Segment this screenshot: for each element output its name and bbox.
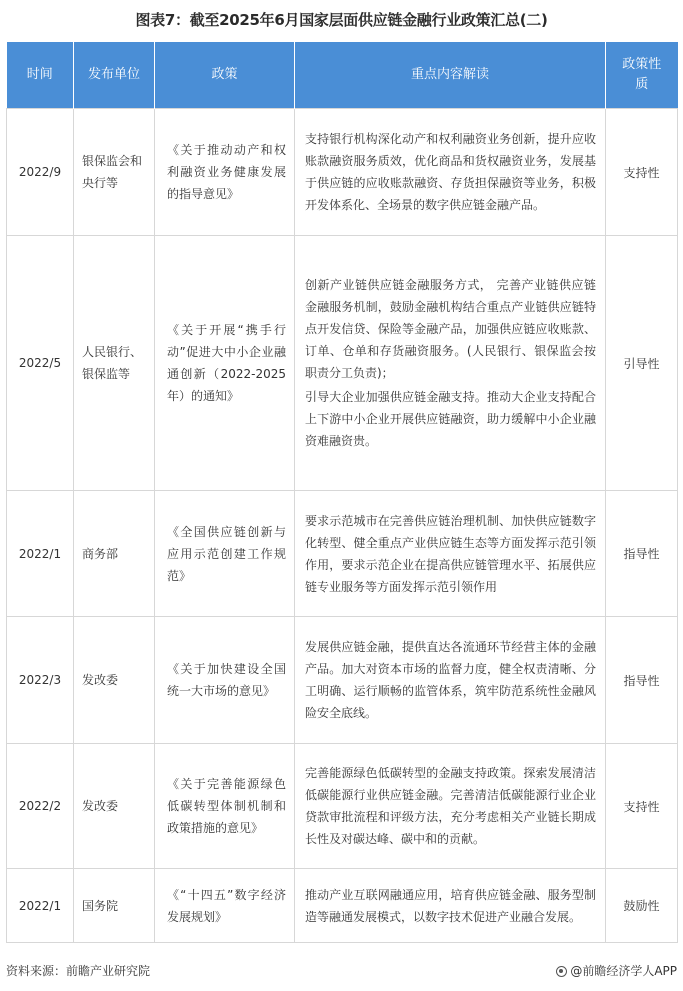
row-content [295, 491, 606, 617]
content-paragraph: 引导大企业加强供应链金融支持。推动大企业支持配合上下游中小企业开展供应链融资，助力缓解中小企业融资难融资贵。 [305, 390, 596, 448]
row-issuer: 银保监会和央行等 [74, 109, 155, 236]
row-date: 2022/5 [7, 236, 74, 491]
source-note: 资料来源：前瞻产业研究院 [6, 964, 151, 978]
brand-credit [556, 962, 677, 980]
content-paragraph: 推动产业互联网融通应用，培育供应链金融、服务型制造等融通发展模式，以数字技术促进产业融合发展。 [305, 887, 596, 924]
row-issuer: 发改委 [74, 617, 155, 744]
content-paragraph: 创新产业链供应链金融服务方式， 完善产业链供应链金融服务机制，鼓励金融机构结合重点产业链供应链特点开发信贷、保险等金融产品，加强供应链应收账款、订单、仓单和存货融资服务。(人民银行、银保监会按职责分工负责)； [305, 278, 596, 380]
row-nature: 鼓励性 [606, 869, 678, 943]
header-policy: 政策 [155, 42, 295, 109]
row-policy: 《全国供应链创新与应用示范创建工作规范》 [155, 491, 295, 617]
row-content [295, 744, 606, 869]
row-date: 2022/3 [7, 617, 74, 744]
row-content [295, 236, 606, 491]
header-date: 时间 [7, 42, 74, 109]
content-paragraph: 发展供应链金融，提供直达各流通环节经营主体的金融产品。加大对资本市场的监督力度，健全权责清晰、分工明确、运行顺畅的监管体系，筑牢防范系统性金融风险安全底线。 [305, 640, 596, 720]
row-nature: 支持性 [606, 109, 678, 236]
row-policy: 《关于开展“携手行动”促进大中小企业融通创新（2022-2025年）的通知》 [155, 236, 295, 491]
table-row [7, 491, 678, 617]
row-content [295, 869, 606, 943]
header-content: 重点内容解读 [295, 42, 606, 109]
row-policy: 《关于加快建设全国统一大市场的意见》 [155, 617, 295, 744]
row-nature: 指导性 [606, 491, 678, 617]
content-paragraph: 完善能源绿色低碳转型的金融支持政策。探索发展清洁低碳能源行业供应链金融。完善清洁低碳能源行业企业贷款审批流程和评级方法，充分考虑相关产业链长期成长性及对碳达峰、碳中和的贡献。 [305, 766, 596, 846]
table-row [7, 109, 678, 236]
page-title: 图表7：截至2025年6月国家层面供应链金融行业政策汇总(二) [135, 11, 548, 29]
row-nature: 引导性 [606, 236, 678, 491]
row-issuer: 人民银行、银保监等 [74, 236, 155, 491]
row-issuer: 国务院 [74, 869, 155, 943]
brand-text: @前瞻经济学人APP [570, 964, 677, 978]
row-policy: 《关于推动动产和权利融资业务健康发展的指导意见》 [155, 109, 295, 236]
row-policy: 《“十四五”数字经济发展规划》 [155, 869, 295, 943]
row-content [295, 109, 606, 236]
row-nature: 指导性 [606, 617, 678, 744]
header-nature: 政策性质 [606, 42, 678, 109]
table-row [7, 869, 678, 943]
table-row [7, 236, 678, 491]
policy-table [6, 42, 678, 943]
header-issuer: 发布单位 [74, 42, 155, 109]
row-issuer: 商务部 [74, 491, 155, 617]
table-header-row [7, 42, 678, 109]
table-row [7, 744, 678, 869]
row-policy: 《关于完善能源绿色低碳转型体制机制和政策措施的意见》 [155, 744, 295, 869]
row-content [295, 617, 606, 744]
row-nature: 支持性 [606, 744, 678, 869]
row-date: 2022/9 [7, 109, 74, 236]
table-row [7, 617, 678, 744]
content-paragraph: 支持银行机构深化动产和权利融资业务创新，提升应收账款融资服务质效，优化商品和货权融资业务，发展基于供应链的应收账款融资、存货担保融资等业务，积极开发体系化、全场景的数字供应链金融产品。 [305, 132, 596, 212]
row-date: 2022/1 [7, 869, 74, 943]
row-date: 2022/2 [7, 744, 74, 869]
qianzhan-logo-icon [556, 966, 567, 977]
row-issuer: 发改委 [74, 744, 155, 869]
content-paragraph: 要求示范城市在完善供应链治理机制、加快供应链数字化转型、健全重点产业供应链生态等方面发挥示范引领作用，要求示范企业在提高供应链管理水平、拓展供应链专业服务等方面发挥示范引领作用 [305, 513, 596, 594]
row-date: 2022/1 [7, 491, 74, 617]
